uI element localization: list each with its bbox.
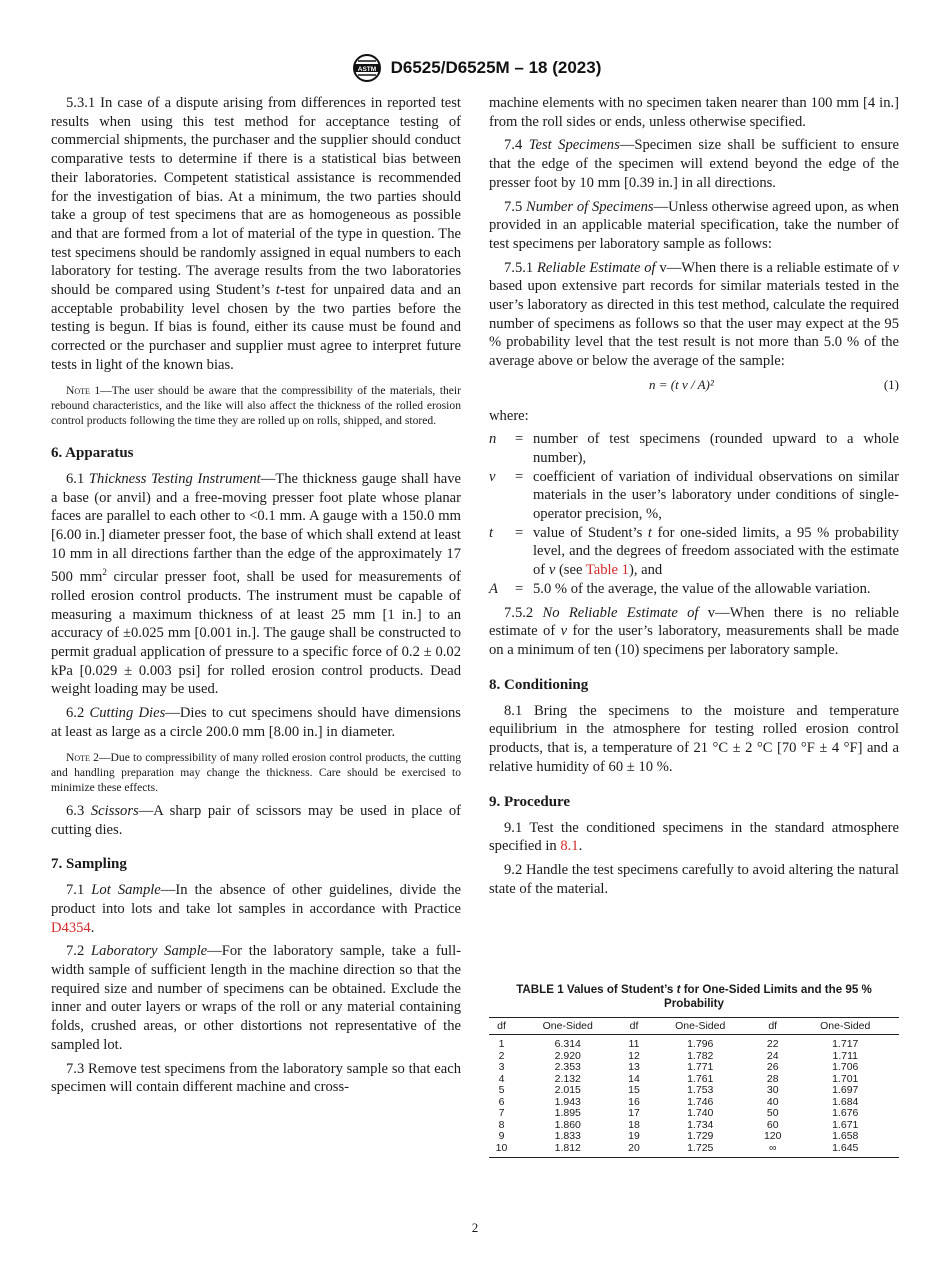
- table-header-cell: One-Sided: [647, 1018, 754, 1035]
- table-cell: 19: [628, 1130, 640, 1142]
- table-cell: 3: [498, 1061, 505, 1073]
- table-cell: 13: [628, 1061, 640, 1073]
- table-cell: 6.314: [554, 1038, 581, 1050]
- table-row: [489, 1108, 899, 1120]
- table-cell: 24: [766, 1049, 779, 1062]
- table-cell: 60: [766, 1118, 779, 1131]
- where-label: where:: [489, 407, 529, 424]
- equation-expression: n = (t v / A)²: [649, 376, 714, 392]
- paragraph-7-2: 7.2 Laboratory Sample—For the laboratory sample, take a full-width sample of sufficient length in the machine direction so that the required size and number of specimens can be obtained. Exclude the inner and outer layers or wraps of the roll or any material containing folds, crushed areas, or other distortions not representative of the sampled lot.: [51, 943, 462, 1053]
- table-cell: 30: [766, 1084, 779, 1096]
- table-cell: 1.753: [687, 1084, 714, 1096]
- table-header-cell: df: [489, 1018, 514, 1035]
- table-cell: 1.860: [554, 1118, 581, 1131]
- table-cell: 2: [498, 1049, 505, 1062]
- table-cell: 14: [628, 1072, 640, 1085]
- table-cell: 1.740: [687, 1107, 714, 1119]
- link-8-1[interactable]: 8.1: [560, 838, 579, 855]
- table-cell: 40: [766, 1095, 779, 1108]
- table-1: [489, 983, 899, 1158]
- table-cell: 1.729: [687, 1130, 714, 1142]
- table-cell: 1.943: [554, 1095, 581, 1108]
- paragraph-5-3-1: 5.3.1 In case of a dispute arising from differences in reported test results when using this test method for acceptance testing of commercial shipments, the purchaser and the supplier should conduct comparative tests to determine if there is a statistical bias between their laboratories. Competent statistical assistance is recommended for the investigation of bias. At a minimum, the two parties should take a group of test specimens that are as homogeneous as possible and that are formed from a lot of material of the type in question. The test specimens should be randomly assigned in equal numbers to each laboratory for testing. The average results from the two laboratories should be compared using Student’s t-test for unpaired data and an acceptable probability level chosen by the two parties before the testing is begun. If bias is found, either its cause must be found and corrected or the purchaser and supplier must agree to interpret future tests in light of the known bias.: [51, 95, 461, 373]
- table-cell: 1.697: [832, 1084, 859, 1096]
- table-header-cell: One-Sided: [791, 1018, 899, 1035]
- table-cell: 1.833: [554, 1130, 581, 1142]
- definition-a: A = 5.0 % of the average, the value of the allowable variation.: [489, 580, 871, 597]
- table-cell: 5: [498, 1084, 505, 1096]
- table-cell: 1.771: [687, 1061, 714, 1073]
- table-cell: 12: [628, 1049, 640, 1062]
- table-cell: 1.706: [832, 1061, 859, 1073]
- astm-logo-icon: [349, 53, 385, 83]
- table-cell: 9: [498, 1130, 505, 1142]
- definition-v: v = coefficient of variation of individual observations on similar materials in the user’s laboratory under conditions of single-operator precision, %,: [489, 468, 899, 523]
- table-cell: 2.132: [554, 1072, 581, 1085]
- paragraph-7-5: 7.5 Number of Specimens—Unless otherwise agreed upon, as when provided in an applicable material specification, take the number of test specimens per laboratory sample as follows:: [489, 198, 899, 252]
- table-header-cell: One-Sided: [514, 1018, 621, 1035]
- paragraph-7-1: 7.1 Lot Sample—In the absence of other guidelines, divide the product into lots and take lot samples in accordance with Practice D4354.: [51, 882, 461, 936]
- table-cell: 1.895: [554, 1107, 581, 1119]
- link-d4354[interactable]: D4354: [51, 919, 91, 936]
- svg-text:ASTM: ASTM: [357, 66, 376, 73]
- link-table-1[interactable]: Table 1: [585, 562, 629, 579]
- paragraph-7-3: 7.3 Remove test specimens from the laboratory sample so that each specimen will contain different machine and cross-: [51, 1060, 461, 1096]
- paragraph-6-3: 6.3 Scissors—A sharp pair of scissors may be used in place of cutting dies.: [51, 802, 461, 838]
- table-cell: 17: [628, 1107, 640, 1119]
- document-id: D6525/D6525M – 18 (2023): [390, 58, 602, 77]
- table-cell: 1.717: [832, 1038, 859, 1050]
- table-cell: 18: [628, 1118, 640, 1131]
- table-body: [489, 1035, 899, 1158]
- equation-number: (1): [883, 376, 899, 392]
- table-row: [489, 1085, 899, 1097]
- table-header-cell: df: [754, 1018, 792, 1035]
- right-column: [489, 94, 899, 903]
- page-number: 2: [471, 1220, 479, 1235]
- table-cell: 1.676: [832, 1107, 859, 1119]
- table-cell: 11: [628, 1038, 640, 1050]
- table-cell: 1.796: [687, 1038, 714, 1050]
- table-cell: 120: [763, 1130, 782, 1142]
- paragraph-7-5-1: 7.5.1 Reliable Estimate of v—When there is a reliable estimate of v based upon extensive part records for similar materials tested in the user’s laboratory as directed in this test method, calculate the required number of specimens as follows so that the user may expect at the 95 % probability level that the test result is not more than 5.0 % of the average above or below the average of the sample:: [489, 259, 899, 370]
- table-header-cell: df: [621, 1018, 646, 1035]
- section-heading-conditioning: 8. Conditioning: [489, 676, 589, 693]
- table-row: [489, 1143, 899, 1158]
- table-cell: 16: [628, 1095, 640, 1108]
- table-cell: 2.920: [554, 1049, 581, 1062]
- table-cell: ∞: [754, 1143, 792, 1158]
- paragraph-9-2: 9.2 Handle the test specimens carefully to avoid altering the natural state of the material.: [489, 861, 899, 897]
- table-cell: 22: [766, 1038, 779, 1050]
- paragraph-9-1: 9.1 Test the conditioned specimens in the standard atmosphere specified in 8.1.: [489, 819, 899, 855]
- left-column: [51, 94, 461, 1102]
- table-cell: 1.782: [687, 1049, 714, 1062]
- table-cell: 1.684: [832, 1095, 859, 1108]
- table-cell: 1.711: [832, 1049, 858, 1062]
- table-cell: 1.812: [514, 1143, 621, 1158]
- note-2: Note 2—Due to compressibility of many rolled erosion control products, the cutting and handling preparation may change the thickness. Care should be exercised to minimize these effects.: [51, 750, 462, 794]
- table-cell: 1.671: [832, 1118, 859, 1131]
- paragraph-6-2: 6.2 Cutting Dies—Dies to cut specimens should have dimensions at least as large as a circle 200.0 mm [8.00 in.] in diameter.: [51, 705, 461, 740]
- table-cell: 28: [766, 1072, 779, 1085]
- table-row: [489, 1131, 899, 1143]
- table-cell: 1.725: [647, 1143, 754, 1158]
- table-header-row: [489, 1018, 899, 1035]
- page-header: [0, 52, 950, 84]
- paragraph-6-1: 6.1 Thickness Testing Instrument—The thickness gauge shall have a base (or anvil) and a free-moving presser foot plate whose planar faces are parallel to each other to <0.1 mm. A gauge with a 150.0 mm [6.00 in.] diameter presser foot, the base of which shall extend at least 10 mm in all directions farther than the edge of the approximately 17 500 $mm^2$ circular presser foot, shall be used for measurements of rolled erosion control products. The instrument must be capable of measuring a maximum thickness of at least 25 mm [1 in.] to an accuracy of ±0.025 mm [0.001 in.]. The gauge shall be constructed to permit gradual application of pressure to a specific force of 0.2 ± 0.02 kPa [0.029 ± 0.003 psi] for rolled erosion control products. Dead weight loading may be used.: [51, 470, 461, 698]
- table-cell: 7: [498, 1107, 505, 1119]
- student-t-table: [489, 1017, 899, 1158]
- table-cell: 1.734: [687, 1118, 714, 1131]
- table-cell: 1: [498, 1038, 505, 1050]
- table-cell: 1.645: [791, 1143, 899, 1158]
- table-cell: 2.353: [554, 1061, 581, 1073]
- table-cell: 10: [489, 1143, 514, 1158]
- equation-1: [489, 376, 899, 395]
- table-cell: 2.015: [554, 1084, 581, 1096]
- table-1-caption: TABLE 1 Values of Student’s t for One-Sided Limits and the 95 % Probability: [516, 983, 872, 1010]
- table-row: [489, 1035, 899, 1051]
- table-cell: 26: [766, 1061, 779, 1073]
- paragraph-7-3-continued: machine elements with no specimen taken nearer than 100 mm [4 in.] from the roll sides or ends, unless otherwise specified.: [489, 95, 899, 130]
- table-cell: 50: [766, 1107, 779, 1119]
- table-cell: 1.658: [832, 1130, 859, 1142]
- section-heading-apparatus: 6. Apparatus: [51, 444, 134, 461]
- table-cell: 1.701: [832, 1072, 859, 1085]
- section-heading-procedure: 9. Procedure: [489, 793, 571, 810]
- paragraph-7-4: 7.4 Test Specimens—Specimen size shall be sufficient to ensure that the edge of the specimen will extend beyond the edge of the presser foot by 10 mm [0.39 in.] in all directions.: [489, 137, 899, 191]
- definition-n: n = number of test specimens (rounded upward to a whole number),: [489, 431, 899, 466]
- table-cell: 1.761: [687, 1072, 714, 1085]
- section-heading-sampling: 7. Sampling: [51, 856, 127, 873]
- table-cell: 15: [628, 1084, 640, 1096]
- definition-t: t = value of Student’s t for one-sided limits, a 95 % probability level, and the degrees of freedom associated with the estimate of v (see Table 1), and: [489, 524, 899, 579]
- table-cell: 6: [498, 1095, 505, 1108]
- table-cell: 20: [621, 1143, 646, 1158]
- paragraph-8-1: 8.1 Bring the specimens to the moisture and temperature equilibrium in the atmosphere for testing rolled erosion control products, that is, a temperature of 21 °C ± 2 °C [70 °F ± 4 °F] and a relative humidity of 60 ± 10 %.: [489, 702, 899, 775]
- paragraph-7-5-2: 7.5.2 No Reliable Estimate of v—When there is no reliable estimate of v for the user’s laboratory, measurements shall be made on a minimum of ten (10) specimens per laboratory sample.: [489, 604, 899, 658]
- table-cell: 4: [498, 1072, 505, 1085]
- table-cell: 8: [498, 1118, 505, 1131]
- table-cell: 1.746: [687, 1095, 714, 1108]
- table-row: [489, 1062, 899, 1074]
- note-1: Note 1—The user should be aware that the compressibility of the materials, their rebound characteristics, and the like will also affect the thickness of the rolled erosion control products following the time they are rolled up on rolls, shipped, and stored.: [51, 383, 461, 427]
